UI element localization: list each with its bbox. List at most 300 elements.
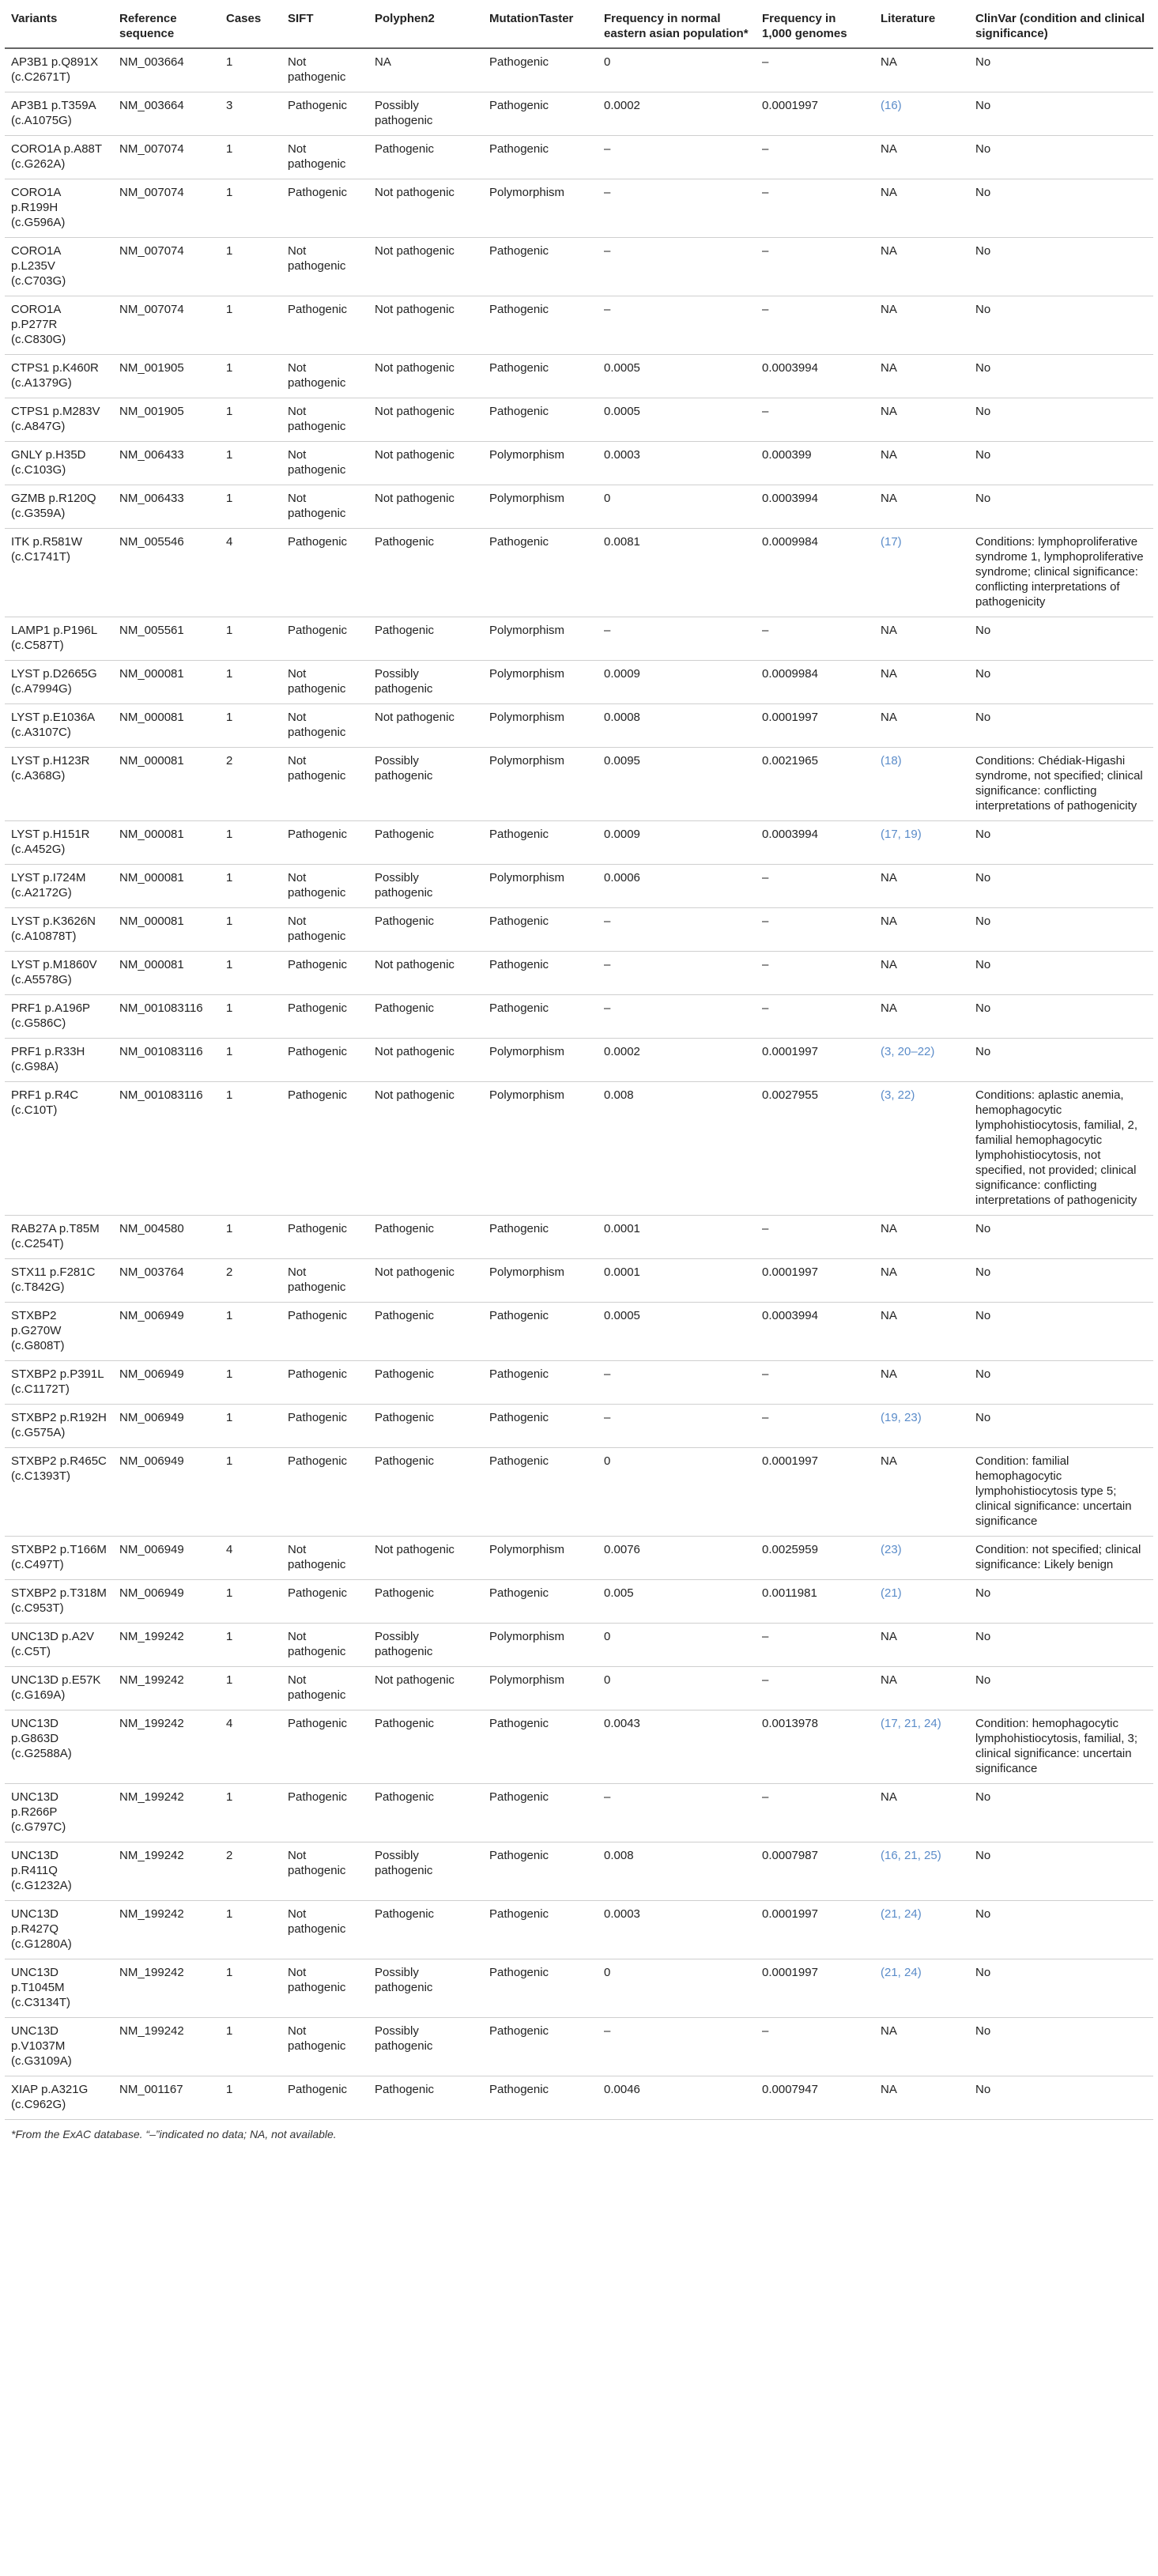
frequency-east-asian-cell: – (598, 136, 756, 179)
sift-cell: Not pathogenic (281, 442, 368, 485)
frequency-east-asian-cell: 0 (598, 485, 756, 529)
reference-sequence-cell: NM_001083116 (113, 995, 220, 1039)
cases-cell: 1 (220, 1361, 281, 1405)
frequency-1000-genomes-cell: 0.0001997 (756, 704, 874, 748)
frequency-east-asian-cell: – (598, 908, 756, 952)
polyphen2-cell: Not pathogenic (368, 296, 483, 355)
polyphen2-cell: Possibly pathogenic (368, 661, 483, 704)
frequency-east-asian-cell: 0 (598, 1448, 756, 1537)
frequency-1000-genomes-cell: 0.0027955 (756, 1082, 874, 1216)
polyphen2-cell: Pathogenic (368, 908, 483, 952)
sift-cell: Not pathogenic (281, 1537, 368, 1580)
polyphen2-cell: Possibly pathogenic (368, 92, 483, 136)
reference-sequence-cell: NM_005546 (113, 529, 220, 617)
literature-cell: NA (874, 1361, 969, 1405)
reference-sequence-cell: NM_006949 (113, 1448, 220, 1537)
mutationtaster-cell: Pathogenic (483, 1303, 598, 1361)
frequency-east-asian-cell: 0.0001 (598, 1216, 756, 1259)
literature-cell: NA (874, 995, 969, 1039)
clinvar-cell: No (969, 1580, 1153, 1624)
frequency-east-asian-cell: – (598, 1405, 756, 1448)
literature-cell: NA (874, 1784, 969, 1842)
frequency-east-asian-cell: 0.0002 (598, 92, 756, 136)
mutationtaster-cell: Polymorphism (483, 1082, 598, 1216)
variant-cell: PRF1 p.A196P (c.G586C) (5, 995, 113, 1039)
sift-cell: Not pathogenic (281, 2018, 368, 2076)
variant-cell: CTPS1 p.K460R (c.A1379G) (5, 355, 113, 398)
variant-cell: CORO1A p.A88T (c.G262A) (5, 136, 113, 179)
cases-cell: 1 (220, 995, 281, 1039)
polyphen2-cell: Not pathogenic (368, 704, 483, 748)
cases-cell: 1 (220, 485, 281, 529)
polyphen2-cell: Pathogenic (368, 136, 483, 179)
reference-sequence-cell: NM_199242 (113, 1784, 220, 1842)
literature-cell: (16) (874, 92, 969, 136)
cases-cell: 2 (220, 1842, 281, 1901)
frequency-1000-genomes-cell: – (756, 238, 874, 296)
reference-sequence-cell: NM_003764 (113, 1259, 220, 1303)
literature-cell: (3, 20–22) (874, 1039, 969, 1082)
frequency-east-asian-cell: 0.0005 (598, 1303, 756, 1361)
clinvar-cell: No (969, 355, 1153, 398)
clinvar-cell: No (969, 821, 1153, 865)
reference-sequence-cell: NM_199242 (113, 1959, 220, 2018)
cases-cell: 4 (220, 1710, 281, 1784)
variant-cell: UNC13D p.T1045M (c.C3134T) (5, 1959, 113, 2018)
header-row (5, 6, 1153, 48)
reference-sequence-cell: NM_005561 (113, 617, 220, 661)
cases-cell: 1 (220, 296, 281, 355)
mutationtaster-cell: Pathogenic (483, 2076, 598, 2120)
mutationtaster-cell: Pathogenic (483, 1959, 598, 2018)
clinvar-cell: No (969, 1624, 1153, 1667)
polyphen2-cell: Not pathogenic (368, 1667, 483, 1710)
mutationtaster-cell: Polymorphism (483, 1039, 598, 1082)
frequency-east-asian-cell: 0.0095 (598, 748, 756, 821)
literature-cell: (3, 22) (874, 1082, 969, 1216)
mutationtaster-cell: Pathogenic (483, 2018, 598, 2076)
cases-cell: 4 (220, 1537, 281, 1580)
frequency-1000-genomes-cell: 0.0007987 (756, 1842, 874, 1901)
table-row (5, 1082, 1153, 1216)
reference-sequence-cell: NM_007074 (113, 296, 220, 355)
column-header-clinvar: ClinVar (condition and clinical significance) (969, 6, 1153, 48)
table-row (5, 865, 1153, 908)
literature-cell: NA (874, 617, 969, 661)
frequency-1000-genomes-cell: 0.0021965 (756, 748, 874, 821)
table-row (5, 398, 1153, 442)
literature-cell: NA (874, 179, 969, 238)
clinvar-cell: No (969, 704, 1153, 748)
frequency-1000-genomes-cell: 0.0001997 (756, 92, 874, 136)
frequency-east-asian-cell: – (598, 952, 756, 995)
sift-cell: Pathogenic (281, 1784, 368, 1842)
clinvar-cell: No (969, 238, 1153, 296)
cases-cell: 1 (220, 1303, 281, 1361)
literature-cell: (17) (874, 529, 969, 617)
frequency-1000-genomes-cell: – (756, 617, 874, 661)
sift-cell: Pathogenic (281, 617, 368, 661)
sift-cell: Not pathogenic (281, 704, 368, 748)
literature-cell: NA (874, 442, 969, 485)
reference-sequence-cell: NM_199242 (113, 2018, 220, 2076)
frequency-1000-genomes-cell: – (756, 908, 874, 952)
variant-cell: CTPS1 p.M283V (c.A847G) (5, 398, 113, 442)
cases-cell: 1 (220, 1405, 281, 1448)
mutationtaster-cell: Pathogenic (483, 908, 598, 952)
polyphen2-cell: Pathogenic (368, 1405, 483, 1448)
literature-cell: NA (874, 1448, 969, 1537)
reference-sequence-cell: NM_199242 (113, 1710, 220, 1784)
variant-cell: STXBP2 p.T318M (c.C953T) (5, 1580, 113, 1624)
clinvar-cell: No (969, 1959, 1153, 2018)
cases-cell: 1 (220, 238, 281, 296)
mutationtaster-cell: Polymorphism (483, 485, 598, 529)
clinvar-cell: No (969, 1667, 1153, 1710)
reference-sequence-cell: NM_003664 (113, 92, 220, 136)
reference-sequence-cell: NM_006949 (113, 1361, 220, 1405)
frequency-east-asian-cell: 0.0009 (598, 821, 756, 865)
sift-cell: Pathogenic (281, 1710, 368, 1784)
table-row (5, 1216, 1153, 1259)
table-row (5, 821, 1153, 865)
polyphen2-cell: Pathogenic (368, 1784, 483, 1842)
frequency-1000-genomes-cell: – (756, 1624, 874, 1667)
reference-sequence-cell: NM_199242 (113, 1667, 220, 1710)
variant-cell: STXBP2 p.T166M (c.C497T) (5, 1537, 113, 1580)
frequency-east-asian-cell: 0.0003 (598, 1901, 756, 1959)
frequency-1000-genomes-cell: – (756, 1667, 874, 1710)
mutationtaster-cell: Polymorphism (483, 1667, 598, 1710)
clinvar-cell: No (969, 398, 1153, 442)
variant-cell: LYST p.K3626N (c.A10878T) (5, 908, 113, 952)
table-row (5, 995, 1153, 1039)
clinvar-cell: No (969, 1901, 1153, 1959)
table-row (5, 48, 1153, 92)
frequency-1000-genomes-cell: 0.000399 (756, 442, 874, 485)
sift-cell: Not pathogenic (281, 908, 368, 952)
frequency-1000-genomes-cell: – (756, 1405, 874, 1448)
sift-cell: Not pathogenic (281, 865, 368, 908)
table-row (5, 355, 1153, 398)
literature-cell: NA (874, 2076, 969, 2120)
literature-cell: NA (874, 136, 969, 179)
cases-cell: 1 (220, 617, 281, 661)
frequency-1000-genomes-cell: 0.0009984 (756, 529, 874, 617)
reference-sequence-cell: NM_007074 (113, 238, 220, 296)
frequency-1000-genomes-cell: – (756, 952, 874, 995)
table-row (5, 748, 1153, 821)
sift-cell: Not pathogenic (281, 48, 368, 92)
variants-table (5, 6, 1153, 2120)
frequency-east-asian-cell: 0.0008 (598, 704, 756, 748)
variant-cell: LYST p.H123R (c.A368G) (5, 748, 113, 821)
table-row (5, 238, 1153, 296)
reference-sequence-cell: NM_199242 (113, 1624, 220, 1667)
literature-cell: NA (874, 661, 969, 704)
frequency-east-asian-cell: 0.0009 (598, 661, 756, 704)
variant-cell: UNC13D p.R427Q (c.G1280A) (5, 1901, 113, 1959)
mutationtaster-cell: Pathogenic (483, 1842, 598, 1901)
table-row (5, 2076, 1153, 2120)
cases-cell: 1 (220, 355, 281, 398)
cases-cell: 1 (220, 1624, 281, 1667)
frequency-east-asian-cell: 0.0001 (598, 1259, 756, 1303)
frequency-east-asian-cell: 0.0076 (598, 1537, 756, 1580)
sift-cell: Pathogenic (281, 995, 368, 1039)
sift-cell: Pathogenic (281, 92, 368, 136)
sift-cell: Not pathogenic (281, 355, 368, 398)
mutationtaster-cell: Pathogenic (483, 821, 598, 865)
literature-cell: (21, 24) (874, 1901, 969, 1959)
mutationtaster-cell: Pathogenic (483, 398, 598, 442)
variant-cell: PRF1 p.R4C (c.C10T) (5, 1082, 113, 1216)
literature-cell: NA (874, 865, 969, 908)
clinvar-cell: Condition: familial hemophagocytic lymphohistiocytosis type 5; clinical significance: uncertain significance (969, 1448, 1153, 1537)
polyphen2-cell: Pathogenic (368, 529, 483, 617)
mutationtaster-cell: Pathogenic (483, 1580, 598, 1624)
cases-cell: 1 (220, 442, 281, 485)
reference-sequence-cell: NM_007074 (113, 179, 220, 238)
cases-cell: 1 (220, 908, 281, 952)
polyphen2-cell: Not pathogenic (368, 1259, 483, 1303)
mutationtaster-cell: Polymorphism (483, 1537, 598, 1580)
table-row (5, 1842, 1153, 1901)
variant-cell: STXBP2 p.R192H (c.G575A) (5, 1405, 113, 1448)
frequency-1000-genomes-cell: 0.0003994 (756, 485, 874, 529)
reference-sequence-cell: NM_199242 (113, 1901, 220, 1959)
literature-cell: NA (874, 1216, 969, 1259)
table-row (5, 1959, 1153, 2018)
table-row (5, 1624, 1153, 1667)
literature-cell: NA (874, 48, 969, 92)
literature-cell: NA (874, 908, 969, 952)
sift-cell: Not pathogenic (281, 748, 368, 821)
variant-cell: LAMP1 p.P196L (c.C587T) (5, 617, 113, 661)
table-row (5, 296, 1153, 355)
frequency-east-asian-cell: – (598, 179, 756, 238)
table-row (5, 485, 1153, 529)
reference-sequence-cell: NM_199242 (113, 1842, 220, 1901)
mutationtaster-cell: Pathogenic (483, 995, 598, 1039)
literature-cell: NA (874, 1624, 969, 1667)
sift-cell: Pathogenic (281, 821, 368, 865)
table-row (5, 92, 1153, 136)
table-row (5, 2018, 1153, 2076)
sift-cell: Not pathogenic (281, 136, 368, 179)
variant-cell: LYST p.M1860V (c.A5578G) (5, 952, 113, 995)
clinvar-cell: No (969, 995, 1153, 1039)
variant-cell: STXBP2 p.G270W (c.G808T) (5, 1303, 113, 1361)
reference-sequence-cell: NM_003664 (113, 48, 220, 92)
literature-cell: NA (874, 485, 969, 529)
polyphen2-cell: Pathogenic (368, 617, 483, 661)
sift-cell: Pathogenic (281, 1361, 368, 1405)
sift-cell: Not pathogenic (281, 1624, 368, 1667)
mutationtaster-cell: Pathogenic (483, 1216, 598, 1259)
frequency-1000-genomes-cell: 0.0009984 (756, 661, 874, 704)
cases-cell: 1 (220, 179, 281, 238)
mutationtaster-cell: Pathogenic (483, 1710, 598, 1784)
polyphen2-cell: Pathogenic (368, 1361, 483, 1405)
mutationtaster-cell: Pathogenic (483, 48, 598, 92)
sift-cell: Not pathogenic (281, 1842, 368, 1901)
mutationtaster-cell: Pathogenic (483, 1784, 598, 1842)
variant-cell: UNC13D p.R411Q (c.G1232A) (5, 1842, 113, 1901)
frequency-east-asian-cell: – (598, 238, 756, 296)
table-row (5, 1667, 1153, 1710)
reference-sequence-cell: NM_000081 (113, 821, 220, 865)
variant-cell: STX11 p.F281C (c.T842G) (5, 1259, 113, 1303)
sift-cell: Pathogenic (281, 1405, 368, 1448)
frequency-1000-genomes-cell: 0.0003994 (756, 1303, 874, 1361)
reference-sequence-cell: NM_000081 (113, 952, 220, 995)
literature-cell: (21) (874, 1580, 969, 1624)
cases-cell: 1 (220, 821, 281, 865)
variant-cell: UNC13D p.V1037M (c.G3109A) (5, 2018, 113, 2076)
literature-cell: (17, 21, 24) (874, 1710, 969, 1784)
table-row (5, 1901, 1153, 1959)
mutationtaster-cell: Polymorphism (483, 748, 598, 821)
clinvar-cell: No (969, 952, 1153, 995)
frequency-east-asian-cell: 0 (598, 48, 756, 92)
clinvar-cell: No (969, 661, 1153, 704)
frequency-1000-genomes-cell: 0.0011981 (756, 1580, 874, 1624)
literature-cell: (18) (874, 748, 969, 821)
variant-cell: PRF1 p.R33H (c.G98A) (5, 1039, 113, 1082)
mutationtaster-cell: Pathogenic (483, 1448, 598, 1537)
mutationtaster-cell: Pathogenic (483, 529, 598, 617)
frequency-east-asian-cell: 0 (598, 1624, 756, 1667)
frequency-east-asian-cell: – (598, 296, 756, 355)
variant-cell: UNC13D p.R266P (c.G797C) (5, 1784, 113, 1842)
reference-sequence-cell: NM_001167 (113, 2076, 220, 2120)
variant-cell: RAB27A p.T85M (c.C254T) (5, 1216, 113, 1259)
cases-cell: 1 (220, 2076, 281, 2120)
cases-cell: 1 (220, 865, 281, 908)
frequency-1000-genomes-cell: 0.0001997 (756, 1901, 874, 1959)
mutationtaster-cell: Pathogenic (483, 136, 598, 179)
polyphen2-cell: Pathogenic (368, 2076, 483, 2120)
variant-cell: AP3B1 p.T359A (c.A1075G) (5, 92, 113, 136)
reference-sequence-cell: NM_001083116 (113, 1082, 220, 1216)
variant-cell: LYST p.H151R (c.A452G) (5, 821, 113, 865)
clinvar-cell: No (969, 296, 1153, 355)
column-header-mutationtaster: MutationTaster (483, 6, 598, 48)
sift-cell: Pathogenic (281, 1039, 368, 1082)
table-row (5, 617, 1153, 661)
variant-cell: STXBP2 p.P391L (c.C1172T) (5, 1361, 113, 1405)
cases-cell: 1 (220, 136, 281, 179)
literature-cell: (17, 19) (874, 821, 969, 865)
clinvar-cell: No (969, 1216, 1153, 1259)
reference-sequence-cell: NM_006433 (113, 485, 220, 529)
frequency-east-asian-cell: 0 (598, 1667, 756, 1710)
sift-cell: Pathogenic (281, 179, 368, 238)
frequency-1000-genomes-cell: 0.0001997 (756, 1448, 874, 1537)
frequency-east-asian-cell: 0.008 (598, 1082, 756, 1216)
polyphen2-cell: Not pathogenic (368, 442, 483, 485)
frequency-east-asian-cell: 0.0005 (598, 398, 756, 442)
table-body (5, 48, 1153, 2120)
reference-sequence-cell: NM_000081 (113, 661, 220, 704)
polyphen2-cell: Possibly pathogenic (368, 865, 483, 908)
frequency-east-asian-cell: – (598, 1361, 756, 1405)
frequency-1000-genomes-cell: – (756, 48, 874, 92)
reference-sequence-cell: NM_006949 (113, 1580, 220, 1624)
frequency-east-asian-cell: 0.008 (598, 1842, 756, 1901)
reference-sequence-cell: NM_006433 (113, 442, 220, 485)
reference-sequence-cell: NM_000081 (113, 865, 220, 908)
clinvar-cell: No (969, 1405, 1153, 1448)
frequency-1000-genomes-cell: – (756, 136, 874, 179)
cases-cell: 1 (220, 1784, 281, 1842)
table-row (5, 1303, 1153, 1361)
polyphen2-cell: Pathogenic (368, 995, 483, 1039)
frequency-east-asian-cell: 0.005 (598, 1580, 756, 1624)
variant-cell: STXBP2 p.R465C (c.C1393T) (5, 1448, 113, 1537)
mutationtaster-cell: Polymorphism (483, 179, 598, 238)
sift-cell: Not pathogenic (281, 1901, 368, 1959)
frequency-1000-genomes-cell: 0.0003994 (756, 355, 874, 398)
frequency-east-asian-cell: 0.0046 (598, 2076, 756, 2120)
mutationtaster-cell: Polymorphism (483, 661, 598, 704)
polyphen2-cell: Possibly pathogenic (368, 2018, 483, 2076)
literature-cell: (21, 24) (874, 1959, 969, 2018)
polyphen2-cell: NA (368, 48, 483, 92)
reference-sequence-cell: NM_001905 (113, 355, 220, 398)
table-row (5, 529, 1153, 617)
frequency-east-asian-cell: 0.0002 (598, 1039, 756, 1082)
column-header-sift: SIFT (281, 6, 368, 48)
column-header-variants: Variants (5, 6, 113, 48)
table-row (5, 179, 1153, 238)
frequency-east-asian-cell: – (598, 617, 756, 661)
table-row (5, 442, 1153, 485)
table-row (5, 1405, 1153, 1448)
clinvar-cell: Conditions: lymphoproliferative syndrome 1, lymphoproliferative syndrome; clinical significance: conflicting interpretations of pathogenicity (969, 529, 1153, 617)
polyphen2-cell: Possibly pathogenic (368, 1842, 483, 1901)
cases-cell: 1 (220, 48, 281, 92)
frequency-east-asian-cell: – (598, 995, 756, 1039)
frequency-east-asian-cell: 0.0006 (598, 865, 756, 908)
table-row (5, 136, 1153, 179)
cases-cell: 3 (220, 92, 281, 136)
cases-cell: 1 (220, 1667, 281, 1710)
clinvar-cell: No (969, 48, 1153, 92)
frequency-1000-genomes-cell: 0.0001997 (756, 1259, 874, 1303)
polyphen2-cell: Not pathogenic (368, 485, 483, 529)
table-row (5, 1710, 1153, 1784)
clinvar-cell: No (969, 1039, 1153, 1082)
cases-cell: 1 (220, 1901, 281, 1959)
variant-cell: UNC13D p.E57K (c.G169A) (5, 1667, 113, 1710)
literature-cell: NA (874, 1303, 969, 1361)
table-row (5, 1448, 1153, 1537)
frequency-east-asian-cell: – (598, 1784, 756, 1842)
literature-cell: NA (874, 2018, 969, 2076)
clinvar-cell: No (969, 617, 1153, 661)
frequency-1000-genomes-cell: – (756, 995, 874, 1039)
mutationtaster-cell: Pathogenic (483, 355, 598, 398)
sift-cell: Pathogenic (281, 952, 368, 995)
frequency-1000-genomes-cell: – (756, 296, 874, 355)
polyphen2-cell: Pathogenic (368, 1580, 483, 1624)
polyphen2-cell: Possibly pathogenic (368, 1959, 483, 2018)
polyphen2-cell: Not pathogenic (368, 238, 483, 296)
literature-cell: NA (874, 296, 969, 355)
frequency-1000-genomes-cell: 0.0001997 (756, 1039, 874, 1082)
